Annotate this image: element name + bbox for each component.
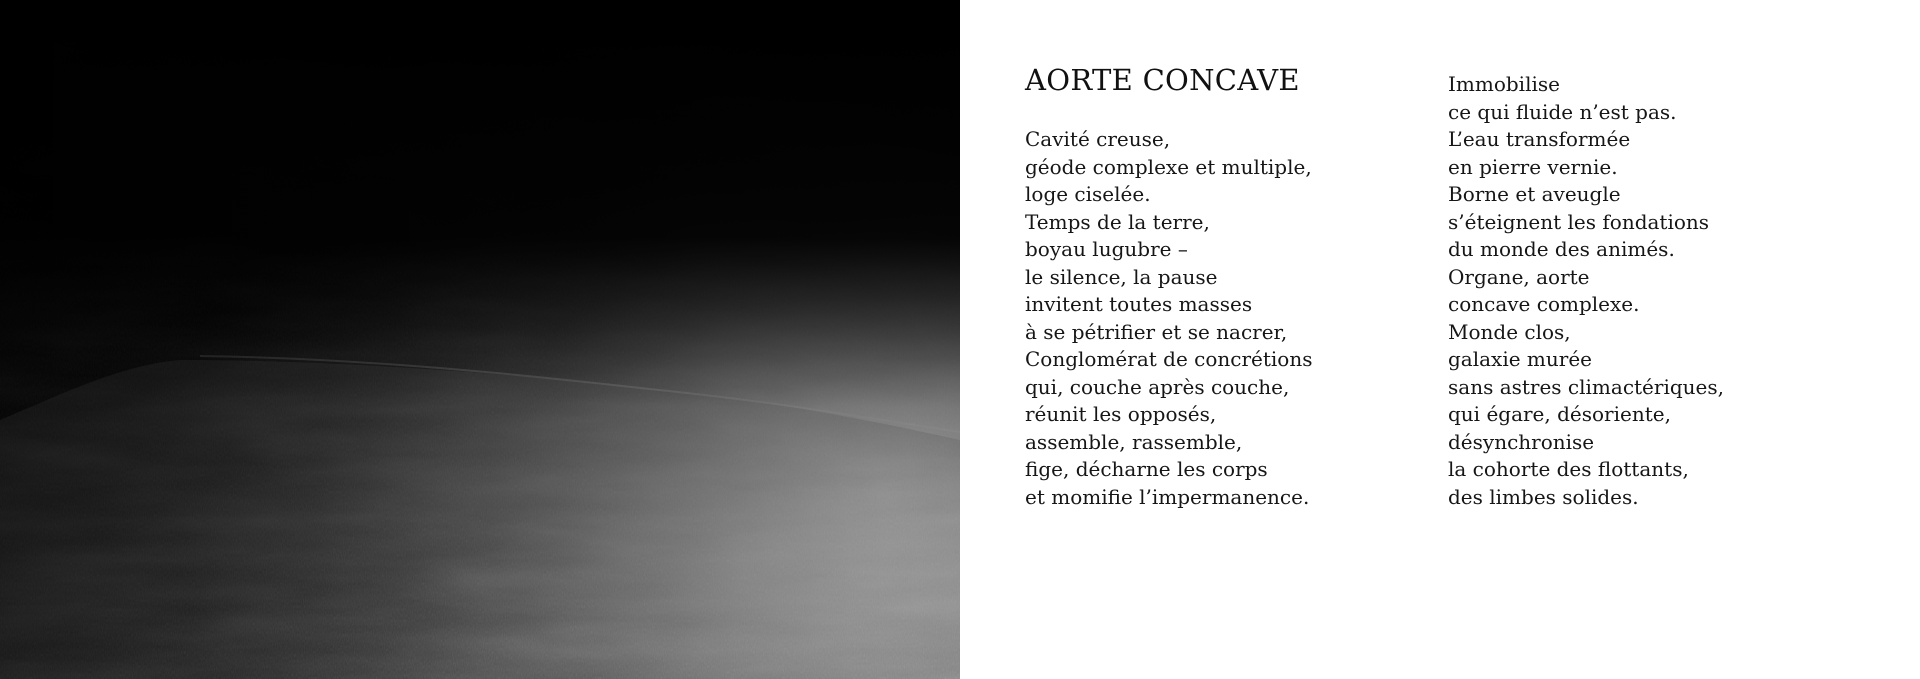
poem-line: Temps de la terre, — [1025, 209, 1210, 234]
poem-line: L’eau transformée — [1448, 127, 1631, 151]
poem-line: géode complexe et multiple, — [1025, 154, 1312, 179]
poem-line: Organe, aorte — [1448, 264, 1590, 289]
poem-line: qui égare, désoriente, — [1448, 402, 1671, 426]
poem-line: qui, couche après couche, — [1025, 374, 1290, 399]
poem-line: Cavité creuse, — [1025, 127, 1171, 151]
poem-line: s’éteignent les fondations — [1448, 209, 1710, 234]
poem-line: du monde des animés. — [1448, 237, 1675, 261]
poem-line: en pierre vernie. — [1448, 154, 1618, 179]
poem-line: loge ciselée. — [1025, 182, 1151, 206]
poem-line: ce qui fluide n’est pas. — [1448, 99, 1677, 124]
poem-line: assemble, rassemble, — [1025, 429, 1243, 454]
poem-line: Conglomérat de concrétions — [1025, 347, 1313, 371]
poem-line: concave complexe. — [1448, 292, 1640, 316]
poem-line: Immobilise — [1448, 72, 1560, 96]
poem-line: Borne et aveugle — [1448, 182, 1621, 206]
poem-page — [960, 0, 1920, 679]
poem-column-left — [1025, 126, 1312, 511]
poem-line: le silence, la pause — [1025, 264, 1218, 289]
poem-line: désynchronise — [1448, 429, 1595, 454]
poem-line: sans astres climactériques, — [1448, 374, 1724, 399]
poem-line: galaxie murée — [1448, 347, 1592, 371]
poem-line: des limbes solides. — [1448, 484, 1639, 509]
poem-line: invitent toutes masses — [1025, 292, 1253, 316]
poem-line: la cohorte des flottants, — [1448, 457, 1689, 481]
poem-line: fige, décharne les corps — [1025, 457, 1268, 481]
poem-title: AORTE CONCAVE — [1025, 63, 1300, 97]
poem-line: réunit les opposés, — [1025, 402, 1217, 426]
poem-line: boyau lugubre – — [1025, 237, 1188, 261]
poem-line: et momifie l’impermanence. — [1025, 484, 1310, 509]
poem-column-right — [1448, 71, 1724, 511]
poem-line: Monde clos, — [1448, 319, 1571, 344]
poem-line: à se pétrifier et se nacrer, — [1025, 319, 1288, 344]
